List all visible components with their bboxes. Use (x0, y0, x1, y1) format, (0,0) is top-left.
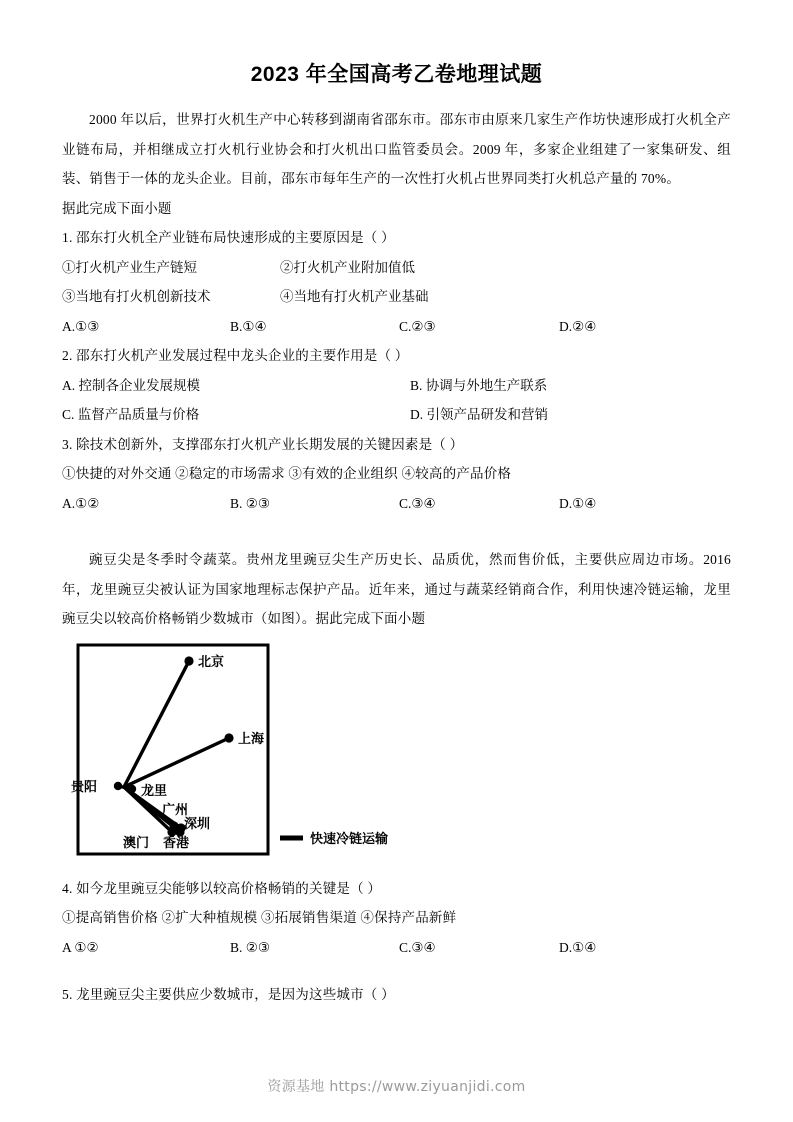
question-4-stem: 4. 如今龙里豌豆尖能够以较高价格畅销的关键是（ ） (62, 880, 382, 896)
city-label-hongkong: 香港 (163, 834, 190, 850)
passage-2-text: 豌豆尖是冬季时令蔬菜。贵州龙里豌豆尖生产历史长、品质优，然而售价低，主要供应周边市场。2016 年，龙里豌豆尖被认证为国家地理标志保护产品。近年来，通过与蔬菜经销商合作，利用快速冷链运输，龙里豌豆尖以较高价格畅销少数城市（如图）。据此完成下面小题 (62, 552, 731, 626)
question-3-option-c[interactable]: C.③④ (399, 495, 436, 511)
question-1-statements-row-1 (62, 253, 731, 283)
city-label-macau: 澳门 (123, 834, 150, 850)
question-1-option-b[interactable]: B.①④ (230, 318, 267, 334)
question-4-option-d[interactable]: D.①④ (559, 939, 597, 955)
question-1-statement-2: ②打火机产业附加值低 (280, 259, 415, 275)
city-label-beijing: 北京 (198, 653, 225, 669)
question-4-options (62, 933, 731, 963)
city-label-longli: 龙里 (141, 782, 168, 798)
cold-chain-map-figure (62, 642, 731, 874)
question-1-option-d[interactable]: D.②④ (559, 318, 597, 334)
question-1-statement-1: ①打火机产业生产链短 (62, 259, 197, 275)
question-4-option-a[interactable]: A ①② (62, 939, 99, 955)
question-1-option-c[interactable]: C.②③ (399, 318, 436, 334)
question-3-stem: 3. 除技术创新外，支撑邵东打火机产业长期发展的关键因素是（ ） (62, 436, 464, 452)
question-1-stem: 1. 邵东打火机全产业链布局快速形成的主要原因是（ ） (62, 230, 395, 245)
city-dot-beijing (184, 656, 193, 665)
question-3-statements: ①快捷的对外交通 ②稳定的市场需求 ③有效的企业组织 ④较高的产品价格 (62, 466, 512, 481)
question-4-option-b[interactable]: B. ②③ (230, 939, 270, 955)
city-label-shanghai: 上海 (238, 730, 265, 746)
question-3-option-d[interactable]: D.①④ (559, 495, 597, 511)
question-2-option-c[interactable]: C. 监督产品质量与价格 (62, 407, 200, 422)
city-label-guiyang: 贵阳 (71, 778, 98, 794)
page-title: 2023 年全国高考乙卷地理试题 (250, 63, 543, 86)
question-3-option-b[interactable]: B. ②③ (230, 495, 270, 511)
legend-label: 快速冷链运输 (310, 830, 389, 846)
passage-1-instruction: 据此完成下面小题 (62, 200, 172, 216)
question-1-statements-row-2 (62, 282, 731, 312)
city-dot-shanghai (224, 733, 233, 742)
question-2-option-d[interactable]: D. 引领产品研发和营销 (410, 407, 548, 422)
question-2-option-a[interactable]: A. 控制各企业发展规模 (62, 377, 200, 393)
question-2-option-b[interactable]: B. 协调与外地生产联系 (410, 377, 548, 393)
question-3-options (62, 489, 731, 519)
question-5-stem: 5. 龙里豌豆尖主要供应少数城市，是因为这些城市（ ） (62, 987, 395, 1002)
page-footer: 资源基地 https://www.ziyuanjidi.com (267, 1079, 526, 1095)
question-1-statement-3: ③当地有打火机创新技术 (62, 289, 211, 304)
question-2-options-row-2 (62, 400, 731, 430)
spacer (62, 962, 731, 980)
passage-1-text: 2000 年以后，世界打火机生产中心转移到湖南省邵东市。邵东市由原来几家生产作坊快速形成打火机全产业链布局，并相继成立打火机行业协会和打火机出口监管委员会。2009 年，多家企业组建了一家集研发、组装、销售于一体的龙头企业。目前，邵东市每年生产的一次性打火机占世界同类打火机总产量的 70%。 (62, 112, 731, 186)
question-1-statement-4: ④当地有打火机产业基础 (280, 289, 429, 304)
question-2-stem: 2. 邵东打火机产业发展过程中龙头企业的主要作用是（ ） (62, 348, 409, 363)
question-3-option-a[interactable]: A.①② (62, 495, 100, 511)
city-label-guangzhou: 广州 (162, 801, 189, 817)
question-1-options (62, 312, 731, 342)
city-dot-longli (128, 784, 136, 792)
city-label-shenzhen: 深圳 (184, 815, 211, 831)
question-4-option-c[interactable]: C.③④ (399, 939, 436, 955)
question-4-statements: ①提高销售价格 ②扩大种植规模 ③拓展销售渠道 ④保持产品新鲜 (62, 910, 457, 925)
city-dot-guiyang (114, 781, 122, 789)
question-1-option-a[interactable]: A.①③ (62, 318, 100, 334)
spacer (62, 518, 731, 528)
cold-chain-map-svg (70, 642, 490, 872)
question-2-options-row-1 (62, 371, 731, 401)
